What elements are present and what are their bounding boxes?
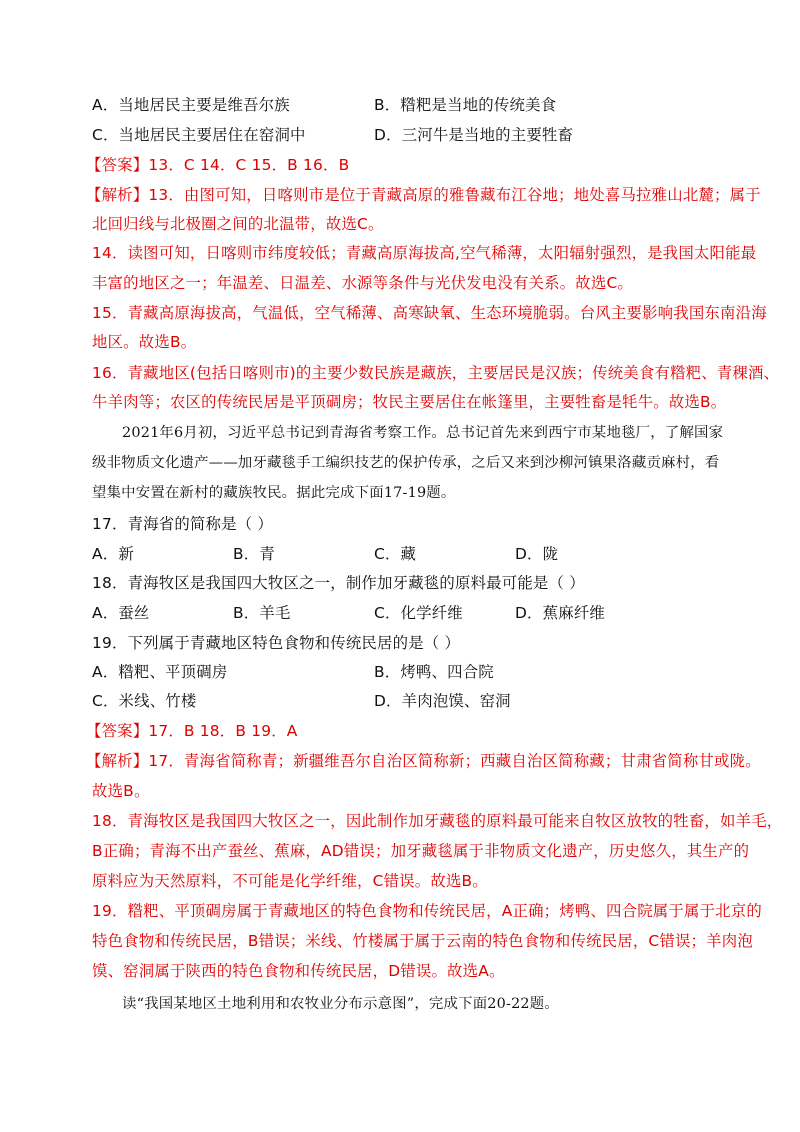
analysis-line: 故选B。: [92, 782, 150, 800]
analysis-line: 丰富的地区之一；年温差、日温差、水源等条件与光伏发电没有关系。故选C。: [92, 274, 634, 292]
analysis-line: 牛羊肉等；农区的传统民居是平顶碉房；牧民主要居住在帐篷里，主要牲畜是牦牛。故选B。: [92, 393, 727, 411]
analysis-line: 15．青藏高原海拔高，气温低，空气稀薄、高寒缺氧、生态环境脆弱。台风主要影响我国东南沿海: [92, 304, 767, 322]
option-a: A．蚕丝: [92, 604, 150, 622]
analysis-line: 馍、窑洞属于陕西的特色食物和传统民居，D错误。故选A。: [92, 962, 505, 980]
analysis-line: 18．青海牧区是我国四大牧区之一，因此制作加牙藏毯的原料最可能来自牧区放牧的牲畜，如羊毛，: [92, 812, 783, 830]
analysis-line: B正确；青海不出产蚕丝、蕉麻，AD错误；加牙藏毯属于非物质文化遗产，历史悠久，其生产的: [92, 842, 750, 860]
analysis-line: 16．青藏地区(包括日喀则市)的主要少数民族是藏族，主要居民是汉族；传统美食有糌粑、青稞酒、: [92, 364, 780, 382]
option-a: A．当地居民主要是维吾尔族: [92, 96, 290, 114]
question-19-stem: 19．下列属于青藏地区特色食物和传统民居的是（ ）: [92, 634, 461, 652]
analysis-line: 地区。故选B。: [92, 333, 197, 351]
analysis-line: 【解析】13．由图可知，日喀则市是位于青藏高原的雅鲁藏布江谷地；地处喜马拉雅山北麓；属于: [86, 186, 761, 204]
question-17-stem: 17．青海省的简称是（ ）: [92, 515, 273, 533]
option-d: D．蕉麻纤维: [515, 604, 606, 622]
answer-17-19: 【答案】17．B 18．B 19．A: [86, 722, 298, 740]
next-section-intro: 读“我国某地区土地利用和农牧业分布示意图”，完成下面20-22题。: [122, 996, 559, 1012]
answer-13-16: 【答案】13．C 14．C 15．B 16．B: [86, 156, 350, 174]
analysis-line: 19．糌粑、平顶碉房属于青藏地区的特色食物和传统民居，A正确；烤鸭、四合院属于属于北京的: [92, 902, 762, 920]
analysis-line: 原料应为天然原料，不可能是化学纤维，C错误。故选B。: [92, 872, 488, 890]
option-b: B．青: [233, 545, 275, 563]
option-d: D．三河牛是当地的主要牲畜: [374, 126, 574, 144]
option-a: A．糌粑、平顶碉房: [92, 663, 228, 681]
option-c: C．藏: [374, 545, 417, 563]
passage-line: 2021年6月初，习近平总书记到青海省考察工作。总书记首先来到西宁市某地毯厂，了解国家: [122, 425, 724, 441]
option-c: C．化学纤维: [374, 604, 463, 622]
option-b: B．羊毛: [233, 604, 291, 622]
analysis-line: 北回归线与北极圈之间的北温带，故选C。: [92, 215, 384, 233]
question-18-stem: 18．青海牧区是我国四大牧区之一，制作加牙藏毯的原料最可能是（ ）: [92, 574, 585, 592]
passage-line: 级非物质文化遗产——加牙藏毯手工编织技艺的保护传承，之后又来到沙柳河镇果洛藏贡麻村，看: [92, 455, 720, 471]
option-c: C．当地居民主要居住在窑洞中: [92, 126, 306, 144]
analysis-line: 14．读图可知，日喀则市纬度较低；青藏高原海拔高,空气稀薄，太阳辐射强烈，是我国太阳能最: [92, 244, 757, 262]
analysis-line: 【解析】17．青海省简称青；新疆维吾尔自治区简称新；西藏自治区简称藏；甘肃省简称甘或陇。: [86, 752, 761, 770]
option-a: A．新: [92, 545, 134, 563]
option-c: C．米线、竹楼: [92, 692, 197, 710]
option-d: D．陇: [515, 545, 559, 563]
option-d: D．羊肉泡馍、窑洞: [374, 692, 511, 710]
analysis-line: 特色食物和传统民居，B错误；米线、竹楼属于属于云南的特色食物和传统民居，C错误；羊肉泡: [92, 932, 753, 950]
option-b: B．糌粑是当地的传统美食: [374, 96, 557, 114]
option-b: B．烤鸭、四合院: [374, 663, 494, 681]
passage-line: 望集中安置在新村的藏族牧民。据此完成下面17-19题。: [92, 485, 456, 501]
